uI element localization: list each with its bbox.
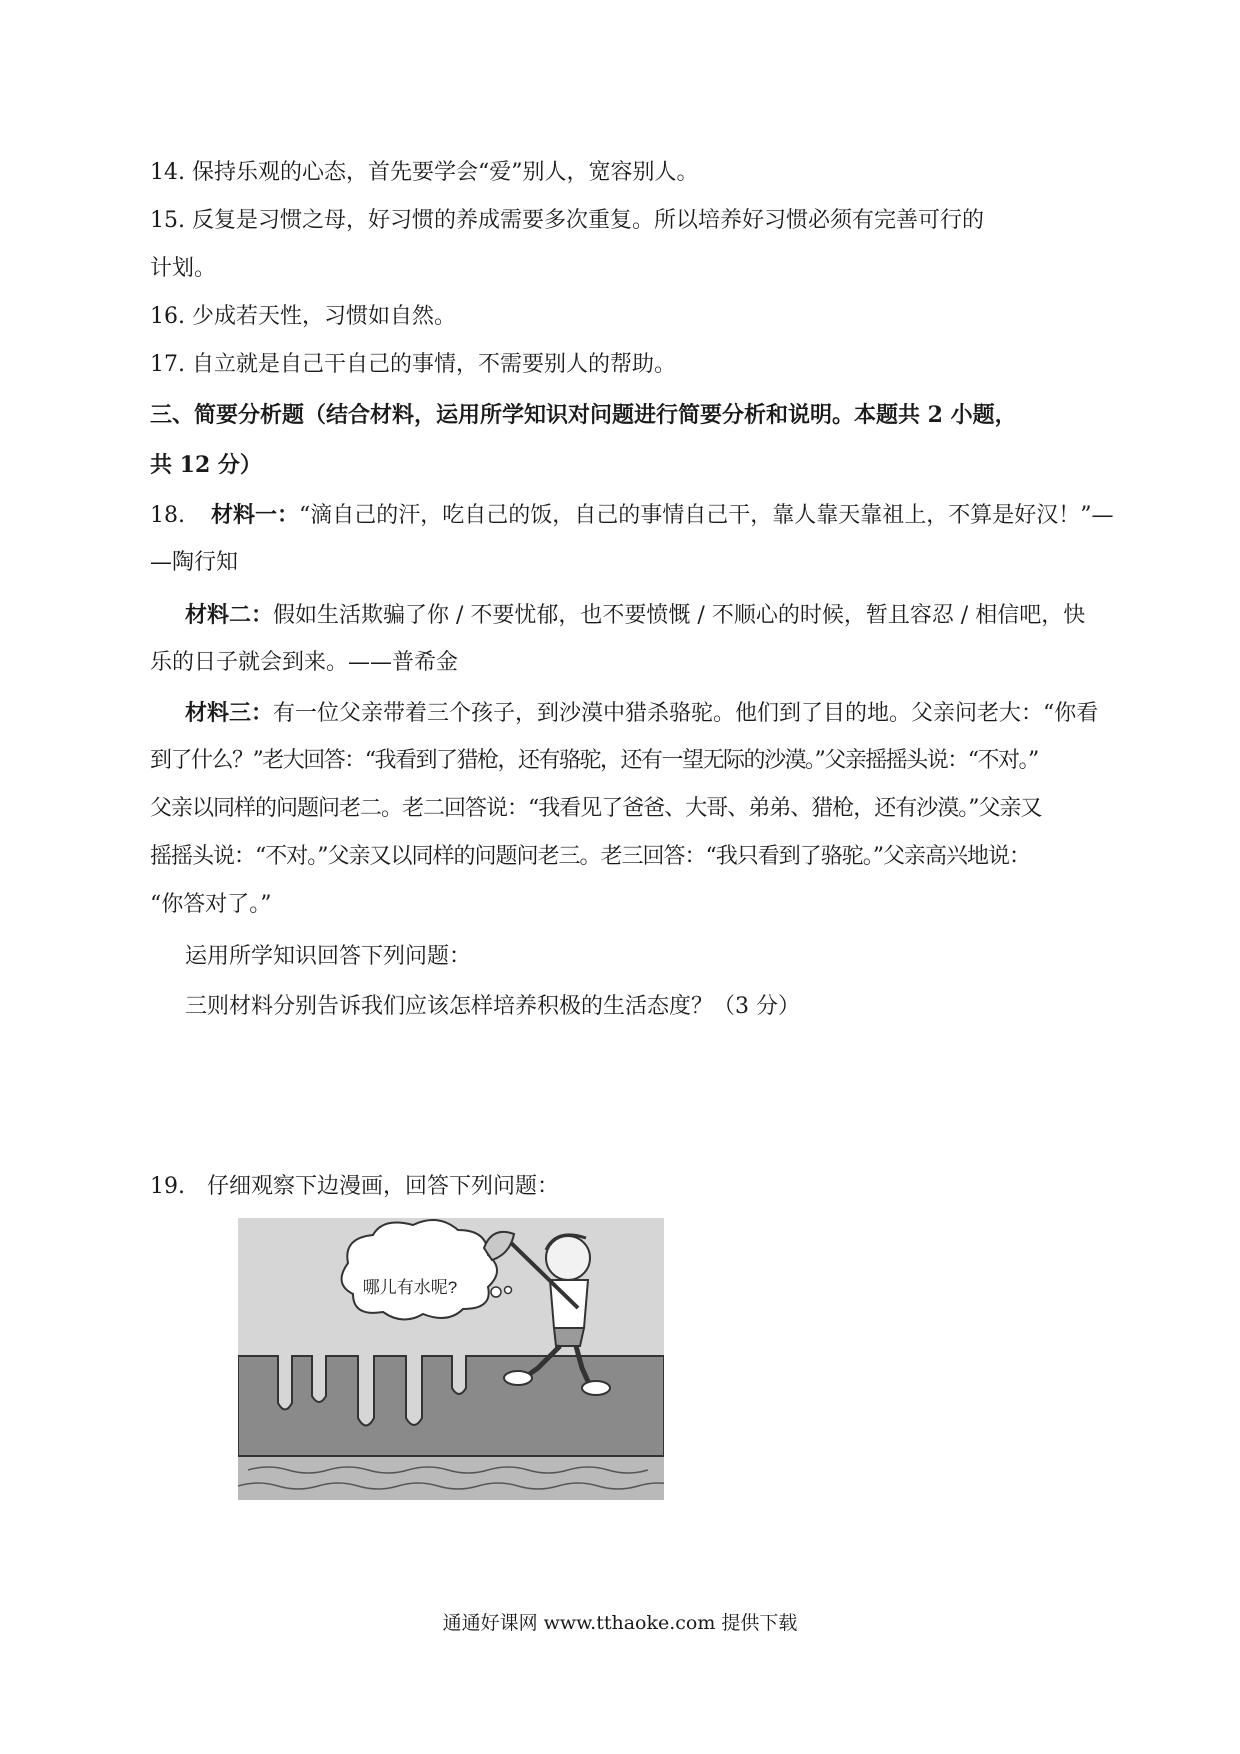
- question-19: 19. 仔细观察下边漫画，回答下列问题：: [150, 1174, 559, 1199]
- material-3-line-1: [185, 698, 1100, 729]
- section-3-title-line-2: 共 12 分）: [150, 452, 262, 478]
- material-3-line-5: “你答对了。”: [150, 892, 272, 917]
- underground-water: [238, 1456, 664, 1500]
- material-3-line-2: 到了什么？”老大回答：“我看到了猎枪，还有骆驼，还有一望无际的沙漠。”父亲摇摇头说：“不对。”: [150, 748, 1038, 773]
- thought-bubble-dot-2: [505, 1287, 512, 1294]
- material-3-text: 有一位父亲带着三个孩子，到沙漠中猎杀骆驼。他们到了目的地。父亲问老大：“你看: [273, 701, 1099, 726]
- material-1-label: 材料一：: [211, 502, 300, 528]
- question-15-line-2: 计划。: [150, 256, 217, 281]
- question-18-number: 18.: [150, 503, 185, 528]
- question-16: 16. 少成若天性，习惯如自然。: [150, 304, 456, 329]
- question-14: 14. 保持乐观的心态，首先要学会“爱”别人，宽容别人。: [150, 160, 699, 185]
- material-2-text: 假如生活欺骗了你 / 不要忧郁，也不要愤慨 / 不顺心的时候，暂且容忍 / 相信吧，快: [273, 603, 1086, 628]
- question-17: 17. 自立就是自己干自己的事情，不需要别人的帮助。: [150, 352, 676, 377]
- question-18-question: 三则材料分别告诉我们应该怎样培养积极的生活态度？（3 分）: [185, 994, 800, 1019]
- material-1-text: “滴自己的汗，吃自己的饭，自己的事情自己干，靠人靠天靠祖上，不算是好汉！”—: [299, 503, 1114, 528]
- material-3-line-4: 摇摇头说：“不对。”父亲又以同样的问题问老三。老三回答：“我只看到了骆驼。”父亲高兴地说：: [150, 844, 1030, 869]
- question-18-material-1: [150, 500, 1114, 531]
- question-18-prompt: 运用所学知识回答下列问题：: [185, 944, 472, 969]
- boy-right-shoe: [582, 1381, 610, 1395]
- material-3-line-3: 父亲以同样的问题问老二。老二回答说：“我看见了爸爸、大哥、弟弟、猎枪，还有沙漠。”父亲又: [150, 796, 1042, 821]
- boy-left-shoe: [504, 1371, 532, 1385]
- material-2-label: 材料二：: [185, 602, 274, 628]
- question-15-line-1: 15. 反复是习惯之母，好习惯的养成需要多次重复。所以培养好习惯必须有完善可行的: [150, 208, 984, 233]
- cartoon-svg: [238, 1218, 664, 1500]
- cartoon-illustration: [238, 1218, 664, 1500]
- thought-bubble-text: 哪儿有水呢?: [362, 1278, 458, 1297]
- material-2-line-2: 乐的日子就会到来。——普希金: [150, 650, 459, 675]
- section-3-title-line-1: 三、简要分析题（结合材料，运用所学知识对问题进行简要分析和说明。本题共 2 小题，: [150, 402, 1017, 428]
- page-footer: 通通好课网 www.tthaoke.com 提供下载: [442, 1612, 798, 1634]
- material-3-label: 材料三：: [185, 700, 274, 726]
- material-2-line-1: [185, 600, 1100, 631]
- thought-bubble-dot-1: [491, 1287, 501, 1297]
- boy-shorts: [554, 1328, 584, 1346]
- material-1-author: —陶行知: [150, 550, 239, 575]
